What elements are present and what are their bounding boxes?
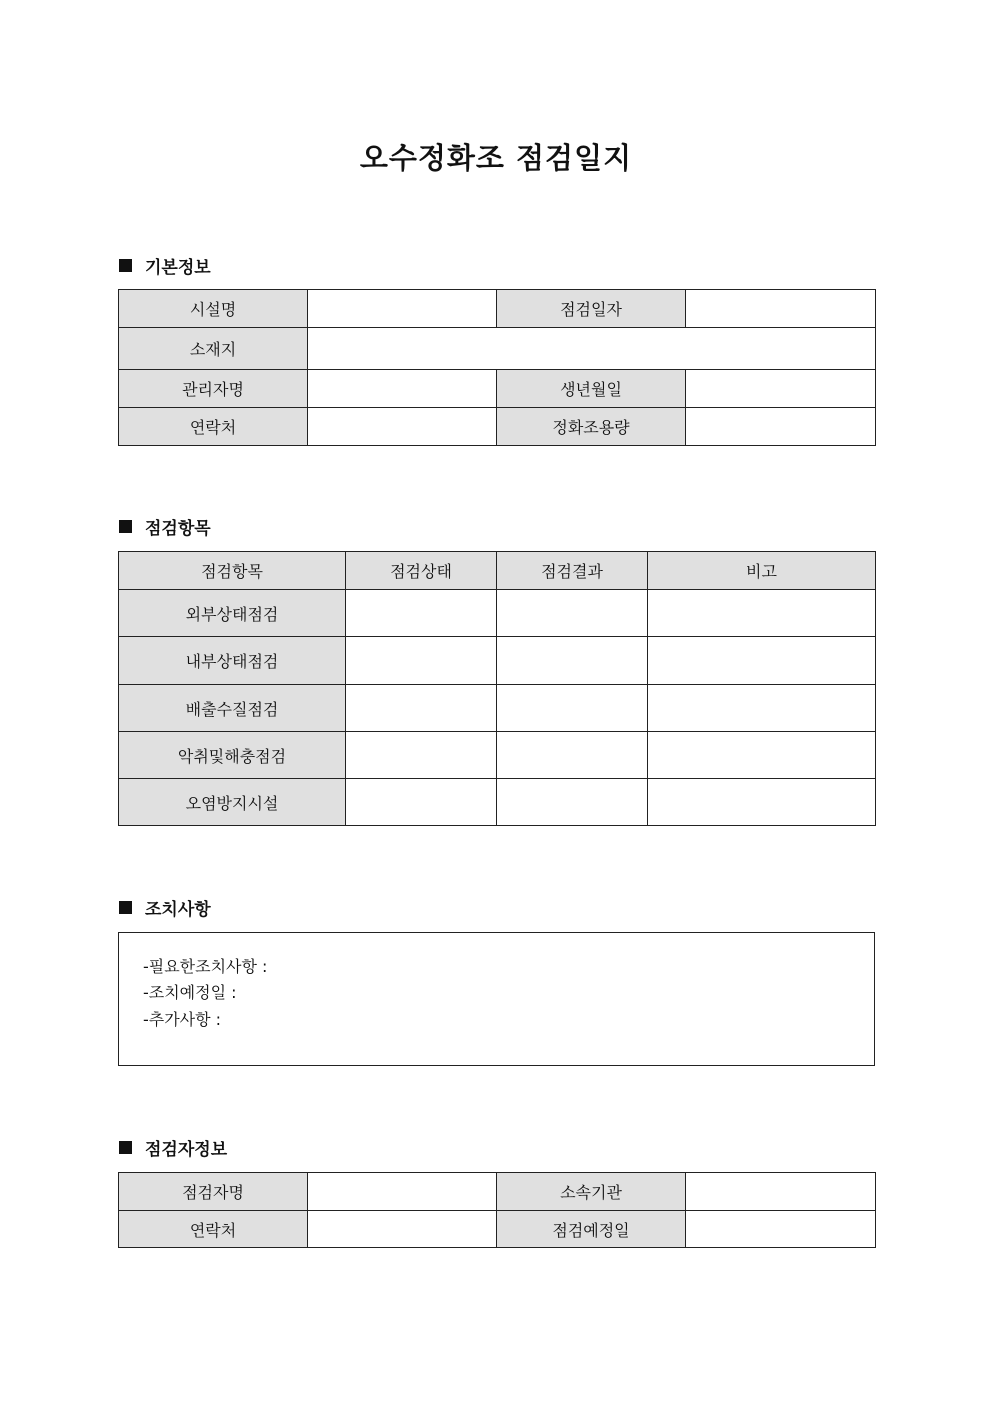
- facility-label: 시설명: [119, 290, 308, 328]
- scheduled-date-label: 점검예정일: [497, 1211, 686, 1248]
- table-row: [119, 637, 876, 685]
- capacity-label: 정화조용량: [497, 408, 686, 446]
- inspector-contact-label: 연락처: [119, 1211, 308, 1248]
- inspection-date-value[interactable]: [686, 290, 876, 328]
- result-cell[interactable]: [497, 685, 648, 732]
- item-label: 내부상태점검: [119, 637, 346, 685]
- status-cell[interactable]: [346, 779, 497, 826]
- org-value[interactable]: [686, 1173, 876, 1211]
- remark-cell[interactable]: [648, 732, 876, 779]
- required-action-line: -필요한조치사항 :: [143, 957, 268, 976]
- contact-value[interactable]: [308, 408, 497, 446]
- table-row: [119, 732, 876, 779]
- birthdate-label: 생년월일: [497, 370, 686, 408]
- section-heading-inspector: [119, 1136, 227, 1158]
- manager-label: 관리자명: [119, 370, 308, 408]
- remark-cell[interactable]: [648, 637, 876, 685]
- section-heading-basic: [119, 254, 211, 276]
- inspection-date-label: 점검일자: [497, 290, 686, 328]
- column-header: 점검항목: [119, 552, 346, 590]
- result-cell[interactable]: [497, 779, 648, 826]
- location-value[interactable]: [308, 328, 876, 370]
- square-bullet-icon: [119, 259, 132, 272]
- actions-box[interactable]: [118, 932, 875, 1066]
- item-label: 외부상태점검: [119, 590, 346, 637]
- item-label: 배출수질점검: [119, 685, 346, 732]
- item-label: 악취및해충점검: [119, 732, 346, 779]
- org-label: 소속기관: [497, 1173, 686, 1211]
- column-header: 비고: [648, 552, 876, 590]
- remark-cell[interactable]: [648, 590, 876, 637]
- remark-cell[interactable]: [648, 685, 876, 732]
- inspection-items-table: [118, 551, 876, 826]
- result-cell[interactable]: [497, 637, 648, 685]
- section-title: 기본정보: [145, 257, 211, 278]
- scheduled-action-line: -조치예정일 :: [143, 983, 237, 1002]
- section-title: 점검항목: [145, 518, 211, 539]
- remark-cell[interactable]: [648, 779, 876, 826]
- result-cell[interactable]: [497, 590, 648, 637]
- contact-label: 연락처: [119, 408, 308, 446]
- inspector-name-value[interactable]: [308, 1173, 497, 1211]
- page-title: 오수정화조 점검일지: [359, 141, 633, 175]
- status-cell[interactable]: [346, 685, 497, 732]
- status-cell[interactable]: [346, 590, 497, 637]
- table-row: [119, 685, 876, 732]
- result-cell[interactable]: [497, 732, 648, 779]
- additional-notes-line: -추가사항 :: [143, 1010, 222, 1029]
- status-cell[interactable]: [346, 637, 497, 685]
- location-label: 소재지: [119, 328, 308, 370]
- column-header: 점검상태: [346, 552, 497, 590]
- status-cell[interactable]: [346, 732, 497, 779]
- inspector-name-label: 점검자명: [119, 1173, 308, 1211]
- section-heading-items: [119, 515, 211, 537]
- scheduled-date-value[interactable]: [686, 1211, 876, 1248]
- table-row: [119, 779, 876, 826]
- basic-info-table: [118, 289, 876, 446]
- section-title: 조치사항: [145, 899, 211, 920]
- birthdate-value[interactable]: [686, 370, 876, 408]
- inspector-info-table: [118, 1172, 876, 1248]
- section-title: 점검자정보: [145, 1139, 228, 1160]
- item-label: 오염방지시설: [119, 779, 346, 826]
- square-bullet-icon: [119, 1141, 132, 1154]
- column-header: 점검결과: [497, 552, 648, 590]
- capacity-value[interactable]: [686, 408, 876, 446]
- manager-value[interactable]: [308, 370, 497, 408]
- section-heading-actions: [119, 896, 211, 918]
- table-row: [119, 590, 876, 637]
- square-bullet-icon: [119, 901, 132, 914]
- facility-value[interactable]: [308, 290, 497, 328]
- square-bullet-icon: [119, 520, 132, 533]
- inspector-contact-value[interactable]: [308, 1211, 497, 1248]
